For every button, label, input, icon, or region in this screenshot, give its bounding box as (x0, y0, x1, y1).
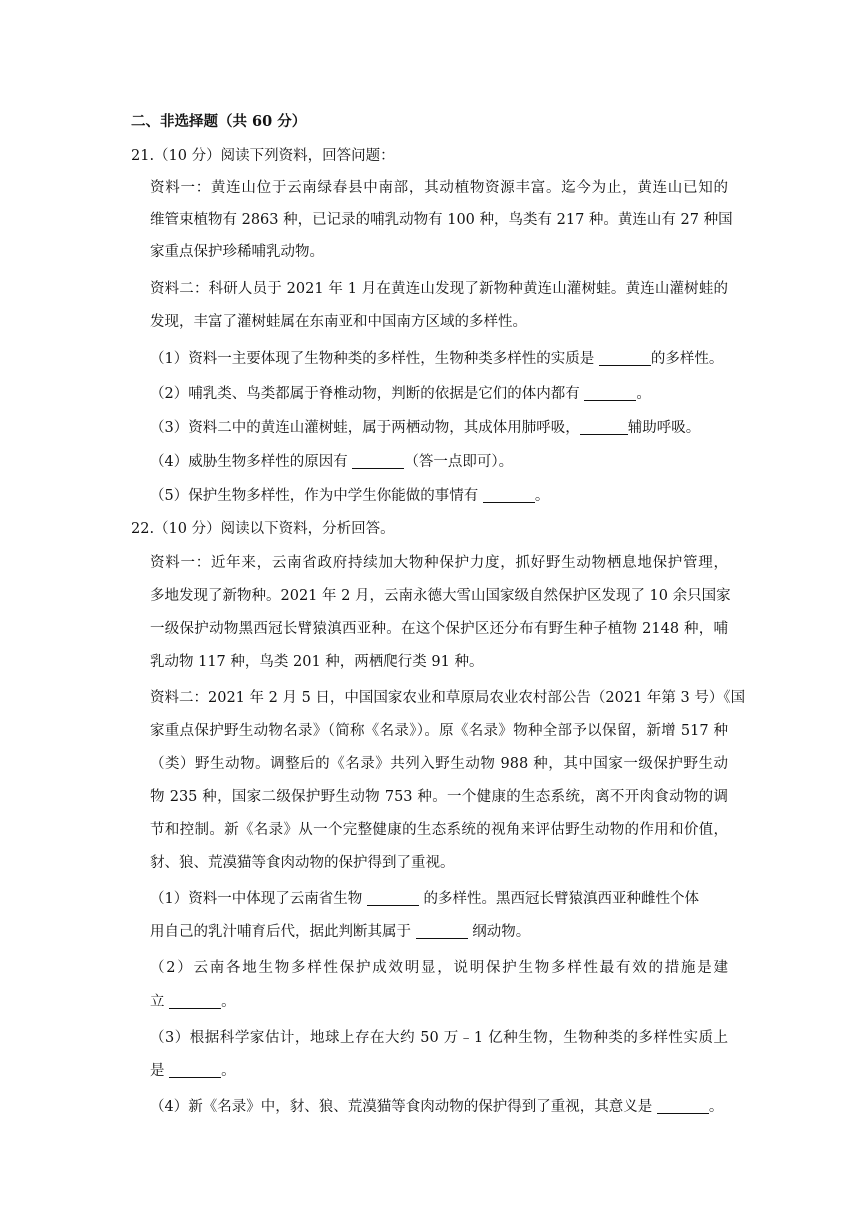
q21-sub5-text-b: 。 (534, 488, 550, 504)
q22-sub3-text-b: 。 (221, 1063, 236, 1079)
q21-material2-line1: 资料二：科研人员于 2021 年 1 月在黄连山发现了新物种黄连山灌树蛙。黄连山灌树蛙的 (150, 281, 728, 297)
q21-sub1-text-b: 的多样性。 (650, 351, 724, 367)
q22-material2-line1: 资料二：2021 年 2 月 5 日，中国国家农业和草原局农业农村部公告（2021 年第 3 号）《国 (150, 690, 746, 706)
answer-blank[interactable] (483, 488, 535, 503)
q21-header: 21.（10 分）阅读下列资料，回答问题： (131, 148, 395, 164)
q21-sub3-text-b: 辅助呼吸。 (627, 420, 701, 436)
q21-sub5 (150, 486, 549, 506)
q22-material2-line2: 家重点保护野生动物名录》（简称《名录》）。原《名录》物种全部予以保留，新增 517 种 (150, 723, 728, 739)
q22-material2-line5: 节和控制。新《名录》从一个完整健康的生态系统的视角来评估野生动物的作用和价值， (150, 822, 728, 838)
q21-sub2-text-a: （2）哺乳类、鸟类都属于脊椎动物，判断的依据是它们的体内都有 (150, 386, 585, 402)
q22-sub1-line1 (150, 889, 699, 909)
q21-sub1 (150, 349, 723, 369)
q22-sub2-text-a: 立 (150, 994, 170, 1010)
q21-sub1-text-a: （1）资料一主要体现了生物种类的多样性，生物种类多样性的实质是 (150, 351, 599, 367)
q21-material1-line1: 资料一：黄连山位于云南绿春县中南部，其动植物资源丰富。迄今为止，黄连山已知的 (150, 180, 728, 196)
q22-sub2-line2 (150, 992, 236, 1012)
q21-sub4-text-a: （4）威胁生物多样性的原因有 (150, 454, 353, 470)
section-title: 二、非选择题（共 60 分） (131, 113, 307, 130)
q22-material2-line6: 豺、狼、荒漠猫等食肉动物的保护得到了重视。 (150, 855, 455, 871)
answer-blank[interactable] (416, 924, 468, 939)
q22-sub2-line1: （2）云南各地生物多样性保护成效明显，说明保护生物多样性最有效的措施是建 (150, 960, 728, 976)
q21-sub2 (150, 384, 651, 404)
q22-sub1-text-d: 纲动物。 (467, 924, 531, 940)
q21-sub4-text-b: （答一点即可）。 (404, 454, 514, 470)
answer-blank[interactable] (367, 891, 419, 906)
q22-material1-line1: 资料一：近年来，云南省政府持续加大物种保护力度，抓好野生动物栖息地保护管理， (150, 555, 728, 571)
q21-sub5-text-a: （5）保护生物多样性，作为中学生你能做的事情有 (150, 488, 483, 504)
q22-material1-line4: 乳动物 117 种，鸟类 201 种，两栖爬行类 91 种。 (150, 654, 484, 670)
q22-sub3-line1: （3）根据科学家估计，地球上存在大约 50 万﹣1 亿种生物，生物种类的多样性实质上 (150, 1030, 728, 1046)
q22-sub4-text-b: 。 (708, 1099, 724, 1115)
q22-header: 22.（10 分）阅读以下资料，分析回答。 (131, 521, 395, 537)
answer-blank[interactable] (584, 386, 636, 401)
q22-sub1-line2 (150, 922, 530, 942)
q21-material1-line2: 维管束植物有 2863 种，已记录的哺乳动物有 100 种，鸟类有 217 种。黄连山有 27 种国 (150, 212, 733, 228)
q22-sub1-text-a: （1）资料一中体现了云南省生物 (150, 891, 367, 907)
answer-blank[interactable] (657, 1099, 709, 1114)
q22-sub3-line2 (150, 1061, 236, 1081)
q21-material2-line2: 发现，丰富了灌树蛙属在东南亚和中国南方区域的多样性。 (150, 314, 527, 330)
q22-sub2-text-b: 。 (221, 994, 236, 1010)
q22-material2-line4: 物 235 种，国家二级保护野生动物 753 种。一个健康的生态系统，离不开肉食动物的调 (150, 789, 728, 805)
q22-sub1-text-c: 用自己的乳汁哺育后代，据此判断其属于 (150, 924, 416, 940)
q21-sub3-text-a: （3）资料二中的黄连山灌树蛙，属于两栖动物，其成体用肺呼吸， (150, 420, 580, 436)
answer-blank[interactable] (599, 351, 651, 366)
q21-sub4 (150, 452, 513, 472)
answer-blank[interactable] (352, 454, 404, 469)
q22-material2-line3: （类）野生动物。调整后的《名录》共列入野生动物 988 种，其中国家一级保护野生动 (150, 756, 728, 772)
q22-sub1-text-b: 的多样性。黑西冠长臂猿滇西亚种雌性个体 (418, 891, 699, 907)
q22-material1-line3: 一级保护动物黑西冠长臂猿滇西亚种。在这个保护区还分布有野生种子植物 2148 种，哺 (150, 621, 728, 637)
q21-sub2-text-b: 。 (636, 386, 651, 402)
answer-blank[interactable] (169, 1063, 221, 1078)
q21-material1-line3: 家重点保护珍稀哺乳动物。 (150, 244, 324, 260)
q22-sub4-text-a: （4）新《名录》中，豺、狼、荒漠猫等食肉动物的保护得到了重视，其意义是 (150, 1099, 657, 1115)
q21-sub3 (150, 418, 700, 438)
answer-blank[interactable] (580, 420, 628, 435)
q22-material1-line2: 多地发现了新物种。2021 年 2 月，云南永德大雪山国家级自然保护区发现了 10 余只国家 (150, 588, 731, 604)
answer-blank[interactable] (169, 994, 221, 1009)
q22-sub3-text-a: 是 (150, 1063, 170, 1079)
q22-sub4 (150, 1097, 723, 1117)
